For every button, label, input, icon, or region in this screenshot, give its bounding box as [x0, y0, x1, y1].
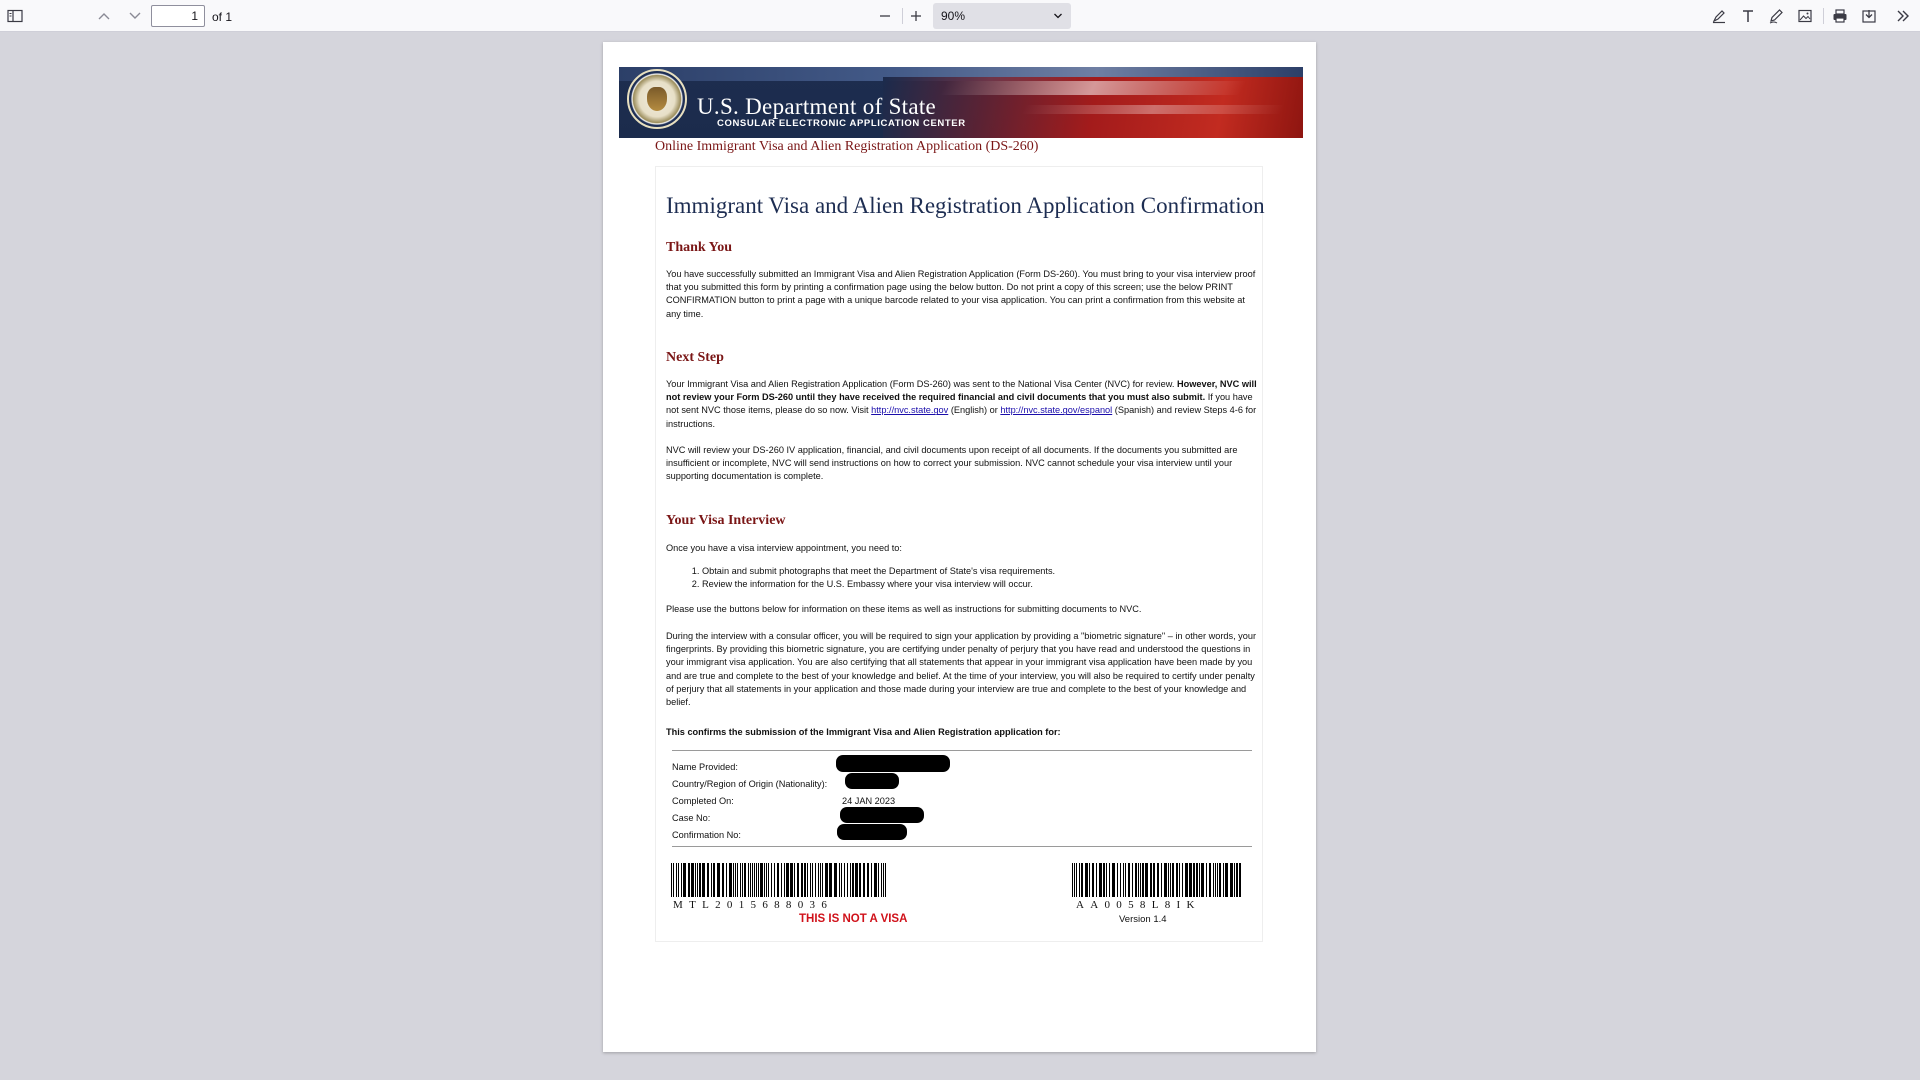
confirmation-label: Confirmation No: [672, 830, 741, 840]
next-step-heading: Next Step [666, 350, 724, 365]
chevron-down-icon[interactable] [123, 4, 147, 28]
pdf-page [603, 42, 1316, 1052]
toolbar-divider [902, 8, 903, 24]
buttons-note: Please use the buttons below for information on these items as well as instructions for submitting documents to NVC. [666, 604, 1142, 614]
confirmation-content [655, 166, 1263, 942]
sidebar-toggle-icon[interactable] [3, 4, 27, 28]
page-heading: Immigrant Visa and Alien Registration Application Confirmation [666, 193, 1265, 218]
chevron-down-icon [1053, 12, 1063, 20]
thank-you-text: You have successfully submitted an Immigrant Visa and Alien Registration Application (Form DS-260). You must bring to your visa interview proof that you submitted this form by printing a confirmation page using the below button. Do not print a copy of this screen; use the below PRINT CONFIRMATION button to print a page with a unique barcode related to your visa application. You can print a confirmation from this website at any time. [666, 269, 1256, 319]
zoom-in-icon[interactable] [904, 4, 928, 28]
barcode-right [1072, 863, 1244, 897]
divider [672, 846, 1252, 847]
more-tools-icon[interactable] [1891, 4, 1915, 28]
list-item: 2. Review the information for the U.S. Embassy where your visa interview will occur. [702, 578, 1055, 591]
text-icon[interactable] [1736, 4, 1760, 28]
redacted-case-number [840, 807, 924, 823]
barcode-right-text: AA0058L8IK [1076, 899, 1201, 911]
barcode-left-text: MTL2015688036 [673, 899, 834, 911]
next-step-text: Your Immigrant Visa and Alien Registration Application (Form DS-260) was sent to the National Visa Center (NVC) for review. However, NVC will not review your Form DS-260 until they have received the required financial and civil documents that you must also submit. If you have not sent NVC those items, please do so now. Visit http://nvc.state.gov (English) or http://nvc.state.gov/espanol (Spanish) and review Steps 4-6 for instructions. [666, 379, 1257, 429]
pdf-toolbar [0, 0, 1920, 32]
interview-steps [666, 565, 1055, 591]
banner-title: U.S. Department of State [697, 94, 937, 119]
redacted-name [836, 755, 950, 772]
visa-interview-heading: Your Visa Interview [666, 513, 786, 528]
version-label: Version 1.4 [1119, 914, 1167, 925]
nvc-english-link[interactable]: http://nvc.state.gov [871, 405, 949, 416]
case-label: Case No: [672, 813, 711, 823]
divider [672, 750, 1252, 751]
list-item: 1. Obtain and submit photographs that meet the Department of State's visa requirements. [702, 565, 1055, 578]
confirms-line: This confirms the submission of the Immigrant Visa and Alien Registration application for: [666, 727, 1061, 737]
chevron-up-icon[interactable] [92, 4, 116, 28]
redacted-confirmation-number [837, 824, 907, 840]
draw-icon[interactable] [1764, 4, 1788, 28]
nvc-review-text: NVC will review your DS-260 IV application, financial, and civil documents upon receipt of all documents. If the documents you submitted are insufficient or incomplete, NVC will send instructions on how to correct your submission. NVC cannot schedule your visa interview until your supporting documentation is complete. [666, 445, 1238, 482]
redacted-country [845, 773, 899, 789]
print-icon[interactable] [1828, 4, 1852, 28]
completed-label: Completed On: [672, 796, 734, 806]
completed-value: 24 JAN 2023 [842, 796, 896, 806]
zoom-out-icon[interactable] [873, 4, 897, 28]
page-number-input[interactable] [151, 5, 205, 27]
interview-intro: Once you have a visa interview appointment, you need to: [666, 543, 902, 553]
state-department-banner [619, 67, 1303, 138]
barcode-left [671, 863, 889, 897]
image-icon[interactable] [1793, 4, 1817, 28]
banner-subtitle: CONSULAR ELECTRONIC APPLICATION CENTER [717, 118, 966, 129]
nvc-spanish-link[interactable]: http://nvc.state.gov/espanol [1000, 405, 1113, 416]
not-a-visa-notice: THIS IS NOT A VISA [799, 913, 908, 925]
toolbar-divider [1823, 8, 1824, 24]
page-count: of 1 [212, 10, 233, 24]
zoom-value: 90% [941, 9, 966, 23]
country-label: Country/Region of Origin (Nationality): [672, 779, 828, 789]
biometric-text: During the interview with a consular officer, you will be required to sign your application by providing a "biometric signature" – in other words, your fingerprints. By providing this biometric signature, you are certifying under penalty of perjury that you have read and understood the questions in your immigrant visa application. You are also certifying that all statements that appear in your immigrant visa application have been made by you and are true and complete to the best of your knowledge and belief. At the time of your interview, you will also be required to certify under penalty of perjury that all statements in your application and those made during your interview are true and complete to the best of your knowledge and belief. [666, 631, 1257, 708]
highlight-icon[interactable] [1707, 4, 1731, 28]
state-department-seal-icon [627, 69, 687, 129]
application-title: Online Immigrant Visa and Alien Registration Application (DS-260) [655, 139, 1039, 154]
zoom-select[interactable] [933, 3, 1071, 29]
name-label: Name Provided: [672, 762, 738, 772]
save-icon[interactable] [1857, 4, 1881, 28]
thank-you-heading: Thank You [666, 240, 733, 255]
